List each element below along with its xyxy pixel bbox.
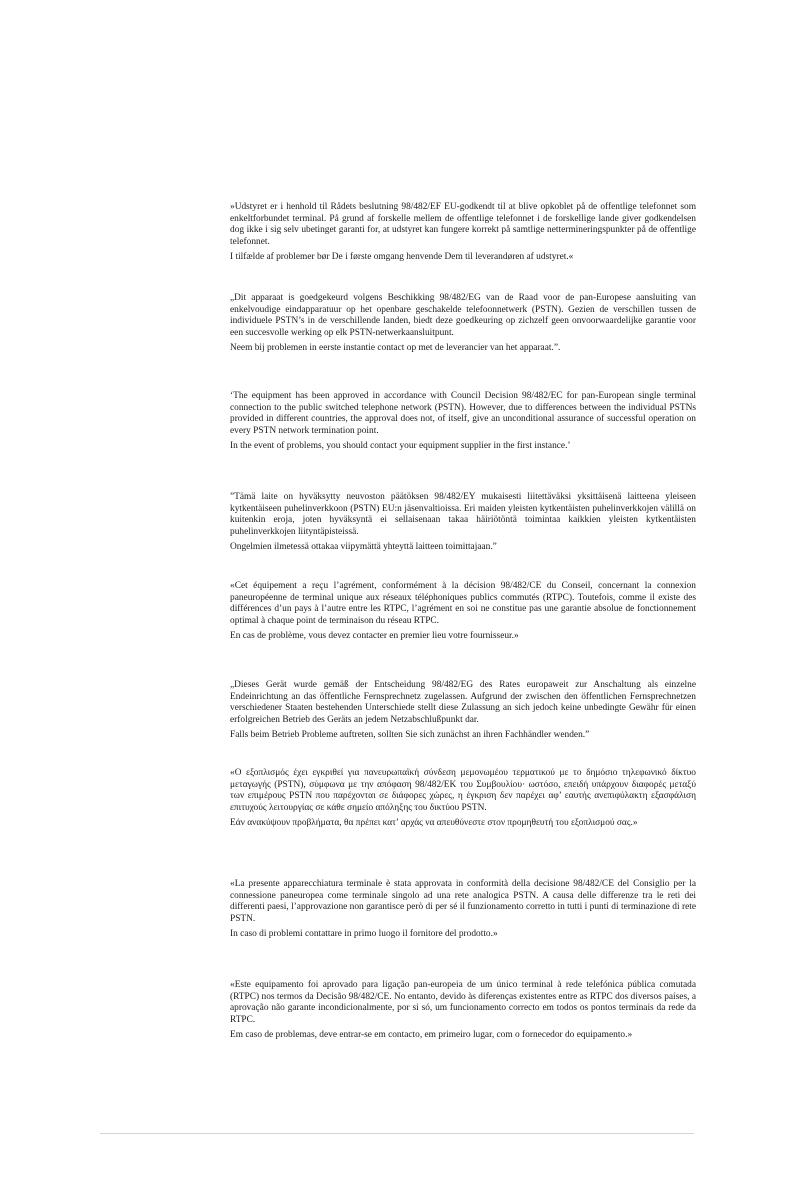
notice-body: »Udstyret er i henhold til Rådets beslutning 98/482/EF EU-godkendt til at blive opkoblet på de offentlige telefonnet som enkeltforbundet terminal. På grund af forskelle mellem de offentlige telefonnet i de forskellige lande giver godkendelsen dog ikke i sig selv ubetinget garanti for, at udstyret kan fungere korrekt på samtlige nettermineringspunkter på de offentlige telefonnet. xyxy=(230,202,696,247)
notice-contact: Em caso de problemas, deve entrar-se em contacto, em primeiro lugar, com o fornecedor do equipamento.» xyxy=(230,1030,633,1041)
notice-body: «Ο εξοπλισμός έχει εγκριθεί για πανευρωπαϊκή σύνδεση μεμονωμέου τερματικού με το δημόσιο τηλεφωνικό δίκτυο μεταγωγής (PSTN), σύμφωνα με την απόφαση 98/482/ΕΚ του Συμβουλίου· ωστόσο, επειδή υπάρχουν διαφορές μεταξύ των επιμέρους PSTN που παρέχονται σε διάφορες χώρες, η έγκριση δεν παρέχει αφ’ εαυτής ανεπιφύλακτη εξασφάλιση επιτυχούς λειτουργίας σε κάθε σημείο απόληξης του δικτύου PSTN. xyxy=(230,768,696,813)
notice-contact: Ongelmien ilmetessä ottakaa viipymättä yhteyttä laitteen toimittajaan.” xyxy=(230,542,497,553)
notice-contact: Neem bij problemen in eerste instantie contact op met de leverancier van het apparaat.”. xyxy=(230,343,561,354)
notice-portuguese xyxy=(230,980,696,1042)
notice-german xyxy=(230,680,696,742)
notice-body: ‘The equipment has been approved in accordance with Council Decision 98/482/EC for pan-European single terminal connection to the public switched telephone network (PSTN). However, due to differences between the individual PSTNs provided in different countries, the approval does not, of itself, give an unconditional assurance of successful operation on every PSTN network termination point. xyxy=(230,391,696,436)
notice-contact: In caso di problemi contattare in primo luogo il fornitore del prodotto.» xyxy=(230,929,498,940)
notice-body: «Este equipamento foi aprovado para ligação pan-europeia de um único terminal à rede telefónica pública comutada (RTPC) nos termos da Decisão 98/482/CE. No entanto, devido às diferenças existentes entre as RTPC dos diversos países, a aprovação não garante incondicionalmente, por si só, um funcionamento correcto em todos os pontos terminais da rede da RTPC. xyxy=(230,980,696,1025)
notice-body: «La presente apparecchiatura terminale è stata approvata in conformità della decisione 98/482/CE del Consiglio per la connessione paneuropea come terminale singolo ad una rete analogica PSTN. A causa delle differenze tra le reti dei differenti paesi, l’approvazione non garantisce però di per sé il funzionamento corretto in tutti i punti di terminazione di rete PSTN. xyxy=(230,879,696,924)
notice-french xyxy=(230,581,696,643)
notice-greek xyxy=(230,768,696,830)
notice-contact: In the event of problems, you should contact your equipment supplier in the first instance.’ xyxy=(230,441,571,452)
notice-contact: Falls beim Betrieb Probleme auftreten, sollten Sie sich zunächst an ihren Fachhändler wenden.” xyxy=(230,730,590,741)
notice-danish xyxy=(230,202,696,264)
notice-contact: Εάν ανακύψουν προβλήματα, θα πρέπει κατ’ αρχάς να απευθύνεστε στον προμηθευτή του εξοπλισμού σας.» xyxy=(230,818,638,829)
notice-english xyxy=(230,391,696,453)
notice-body: „Dit apparaat is goedgekeurd volgens Beschikking 98/482/EG van de Raad voor de pan-Europese aansluiting van enkelvoudige eindapparatuur op het openbare geschakelde telefoonnetwerk (PSTN). Gezien de verschillen tussen de individuele PSTN’s in de verschillende landen, biedt deze goedkeuring op zichzelf geen onvoorwaardelijke garantie voor een succesvolle werking op elk PSTN-netwerkaansluitpunt. xyxy=(230,293,696,338)
notice-body: „Dieses Gerät wurde gemäß der Entscheidung 98/482/EG des Rates europaweit zur Anschaltung als einzelne Endeinrichtung an das öffentliche Fernsprechnetz zugelassen. Aufgrund der zwischen den öffentlichen Fernsprechnetzen verschiedener Staaten bestehenden Unterschiede stellt diese Zulassung an sich jedoch keine unbedingte Gewähr für einen erfolgreichen Betrieb des Geräts an jedem Netzabschlußpunkt dar. xyxy=(230,680,696,725)
footer-divider xyxy=(100,1133,694,1134)
notice-body: ”Tämä laite on hyväksytty neuvoston päätöksen 98/482/EY mukaisesti liitettäväksi yksittäisenä laitteena yleiseen kytkentäiseen puhelinverkkoon (PSTN) EU:n jäsenvaltioissa. Eri maiden yleisten kytkentäisten puhelinverkkojen välillä on kuitenkin eroja, joten hyväksyntä ei sellaisenaan takaa häiriötöntä toimintaa kaikkien yleisten kytkentäisten puhelinverkkojen liityntäpisteissä. xyxy=(230,492,696,537)
notice-finnish xyxy=(230,492,696,554)
notice-body: «Cet équipement a reçu l’agrément, conformément à la décision 98/482/CE du Conseil, concernant la connexion paneuropéenne de terminal unique aux réseaux téléphoniques publics commutés (RTPC). Toutefois, comme il existe des différences d’un pays à l’autre entre les RTPC, l’agrément en soi ne constitue pas une garantie absolue de fonctionnement optimal à chaque point de terminaison du réseau RTPC. xyxy=(230,581,696,626)
notice-contact: En cas de problème, vous devez contacter en premier lieu votre fournisseur.» xyxy=(230,631,519,642)
notice-dutch xyxy=(230,293,696,355)
notice-italian xyxy=(230,879,696,941)
notice-contact: I tilfælde af problemer bør De i første omgang henvende Dem til leverandøren af udstyret.« xyxy=(230,252,574,263)
